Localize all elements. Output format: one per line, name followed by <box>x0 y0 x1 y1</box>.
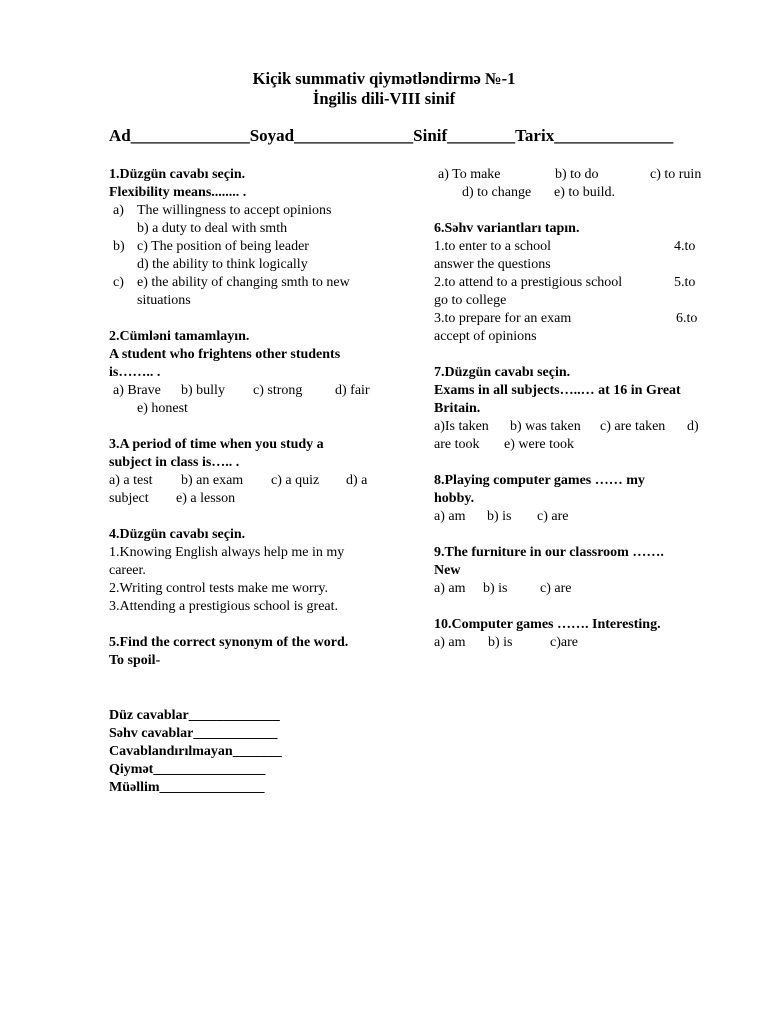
q3-option-d-cont: subject <box>109 491 149 506</box>
q2-option-e: e) honest <box>137 401 188 416</box>
q2-option-a: a) Brave <box>113 383 161 398</box>
question-7 <box>434 364 724 454</box>
q9-prompt-line2: New <box>434 563 461 578</box>
q10-options <box>434 634 724 652</box>
q6-line-1 <box>434 238 724 256</box>
q5-options-row2 <box>434 184 724 202</box>
q1-option-a <box>109 202 409 220</box>
left-column <box>109 166 409 670</box>
unanswered-line: Cavablandırılmayan_______ <box>109 744 282 759</box>
q2-title: 2.Cümləni tamamlayın. <box>109 329 250 344</box>
question-5 <box>109 634 409 670</box>
q1-option-e-cont: situations <box>137 293 191 308</box>
question-2 <box>109 328 409 418</box>
q6-title: 6.Səhv variantları tapın. <box>434 221 580 236</box>
q1-title: 1.Düzgün cavabı seçin. <box>109 167 246 182</box>
grade-line: Qiymət________________ <box>109 762 266 777</box>
q7-options-row1 <box>434 418 724 436</box>
q9-option-b: b) is <box>483 581 508 596</box>
q6-item-2-cont: go to college <box>434 293 507 308</box>
q9-prompt-line1: 9.The furniture in our classroom ……. <box>434 545 664 560</box>
q3-options-row <box>109 472 409 490</box>
q8-options <box>434 508 724 526</box>
q2-option-d: d) fair <box>335 383 370 398</box>
q4-sentence-3: 3.Attending a prestigious school is great. <box>109 599 339 614</box>
q6-item-2: 2.to attend to a prestigious school <box>434 275 623 290</box>
q5-options-row1 <box>434 166 724 184</box>
q6-item-4: 4.to <box>674 239 696 254</box>
q2-prompt-line1: A student who frightens other students <box>109 347 341 362</box>
q1-prompt: Flexibility means........ . <box>109 185 247 200</box>
worksheet-subtitle: İngilis dili-VIII sinif <box>312 89 456 108</box>
q1-letter-c: c) <box>113 275 124 290</box>
q1-text-a: The willingness to accept opinions <box>137 203 332 218</box>
q7-option-e: e) were took <box>504 437 574 452</box>
q2-prompt-line2: is…….. . <box>109 365 161 380</box>
question-8 <box>434 472 724 526</box>
q3-prompt-line2: subject in class is….. . <box>109 455 240 470</box>
q6-line-3 <box>434 310 724 328</box>
q7-option-c: c) are taken <box>600 419 666 434</box>
worksheet-title: Kiçik summativ qiymətləndirmə №-1 <box>252 69 516 88</box>
q7-option-a: a)Is taken <box>434 419 489 434</box>
q6-item-3-cont: accept of opinions <box>434 329 537 344</box>
q10-option-c: c)are <box>550 635 578 650</box>
q7-prompt-line2: Britain. <box>434 401 481 416</box>
q10-option-b: b) is <box>488 635 513 650</box>
q7-option-d-cont: are took <box>434 437 480 452</box>
q7-option-d: d) <box>687 419 699 434</box>
q2-option-b: b) bully <box>181 383 225 398</box>
q3-option-b: b) an exam <box>181 473 244 488</box>
q2-options-row <box>109 382 409 400</box>
q4-title: 4.Düzgün cavabı seçin. <box>109 527 246 542</box>
q3-option-d: d) a <box>346 473 368 488</box>
q4-sentence-1: 1.Knowing English always help me in my <box>109 545 345 560</box>
q1-option-c <box>109 238 409 256</box>
question-1 <box>109 166 409 310</box>
question-3 <box>109 436 409 508</box>
q8-option-c: c) are <box>537 509 569 524</box>
q6-item-1: 1.to enter to a school <box>434 239 552 254</box>
correct-answers-line: Düz cavablar_____________ <box>109 708 280 723</box>
q3-prompt-line1: 3.A period of time when you study a <box>109 437 324 452</box>
q7-options-row2 <box>434 436 724 454</box>
q5-option-e: e) to build. <box>554 185 616 200</box>
score-summary <box>109 707 282 797</box>
right-column <box>434 166 724 652</box>
q3-option-e: e) a lesson <box>176 491 236 506</box>
q4-sentence-2: 2.Writing control tests make me worry. <box>109 581 328 596</box>
q8-prompt-line1: 8.Playing computer games …… my <box>434 473 645 488</box>
q1-option-e <box>109 274 409 292</box>
q10-prompt: 10.Computer games ……. Interesting. <box>434 617 661 632</box>
q7-title: 7.Düzgün cavabı seçin. <box>434 365 571 380</box>
q4-sentence-1-cont: career. <box>109 563 146 578</box>
q7-option-b: b) was taken <box>510 419 581 434</box>
q3-option-a: a) a test <box>109 473 153 488</box>
student-info-fields: Ad______________Soyad______________Sinif________Tarix______________ <box>109 126 674 145</box>
q3-options-row2 <box>109 490 409 508</box>
q6-line-2 <box>434 274 724 292</box>
q5-prompt: 5.Find the correct synonym of the word. <box>109 635 349 650</box>
q5-option-c: c) to ruin <box>650 167 702 182</box>
q9-option-a: a) am <box>434 581 466 596</box>
q1-text-e: e) the ability of changing smth to new <box>137 275 350 290</box>
q5-option-b: b) to do <box>555 167 599 182</box>
q1-text-c: c) The position of being leader <box>137 239 309 254</box>
q1-option-b: b) a duty to deal with smth <box>137 221 288 236</box>
q6-item-1-cont: answer the questions <box>434 257 551 272</box>
wrong-answers-line: Səhv cavablar____________ <box>109 726 278 741</box>
q2-option-c: c) strong <box>253 383 303 398</box>
question-9 <box>434 544 724 598</box>
question-6 <box>434 220 724 346</box>
q6-item-3: 3.to prepare for an exam <box>434 311 572 326</box>
question-4 <box>109 526 409 616</box>
q6-item-6: 6.to <box>676 311 698 326</box>
q5-word: To spoil- <box>109 653 161 668</box>
q7-prompt-line1: Exams in all subjects…..… at 16 in Great <box>434 383 681 398</box>
q8-option-a: a) am <box>434 509 466 524</box>
q1-letter-b: b) <box>113 239 125 254</box>
q6-item-5: 5.to <box>674 275 696 290</box>
q8-prompt-line2: hobby. <box>434 491 475 506</box>
question-10 <box>434 616 724 652</box>
teacher-line: Müəllim_______________ <box>109 780 265 795</box>
q9-option-c: c) are <box>540 581 572 596</box>
q8-option-b: b) is <box>487 509 512 524</box>
q3-option-c: c) a quiz <box>271 473 320 488</box>
q5-options <box>434 166 724 202</box>
q1-option-d: d) the ability to think logically <box>137 257 308 272</box>
q9-options <box>434 580 724 598</box>
q5-option-d: d) to change <box>462 185 532 200</box>
q5-option-a: a) To make <box>438 167 501 182</box>
q1-letter-a: a) <box>113 203 124 218</box>
q10-option-a: a) am <box>434 635 466 650</box>
